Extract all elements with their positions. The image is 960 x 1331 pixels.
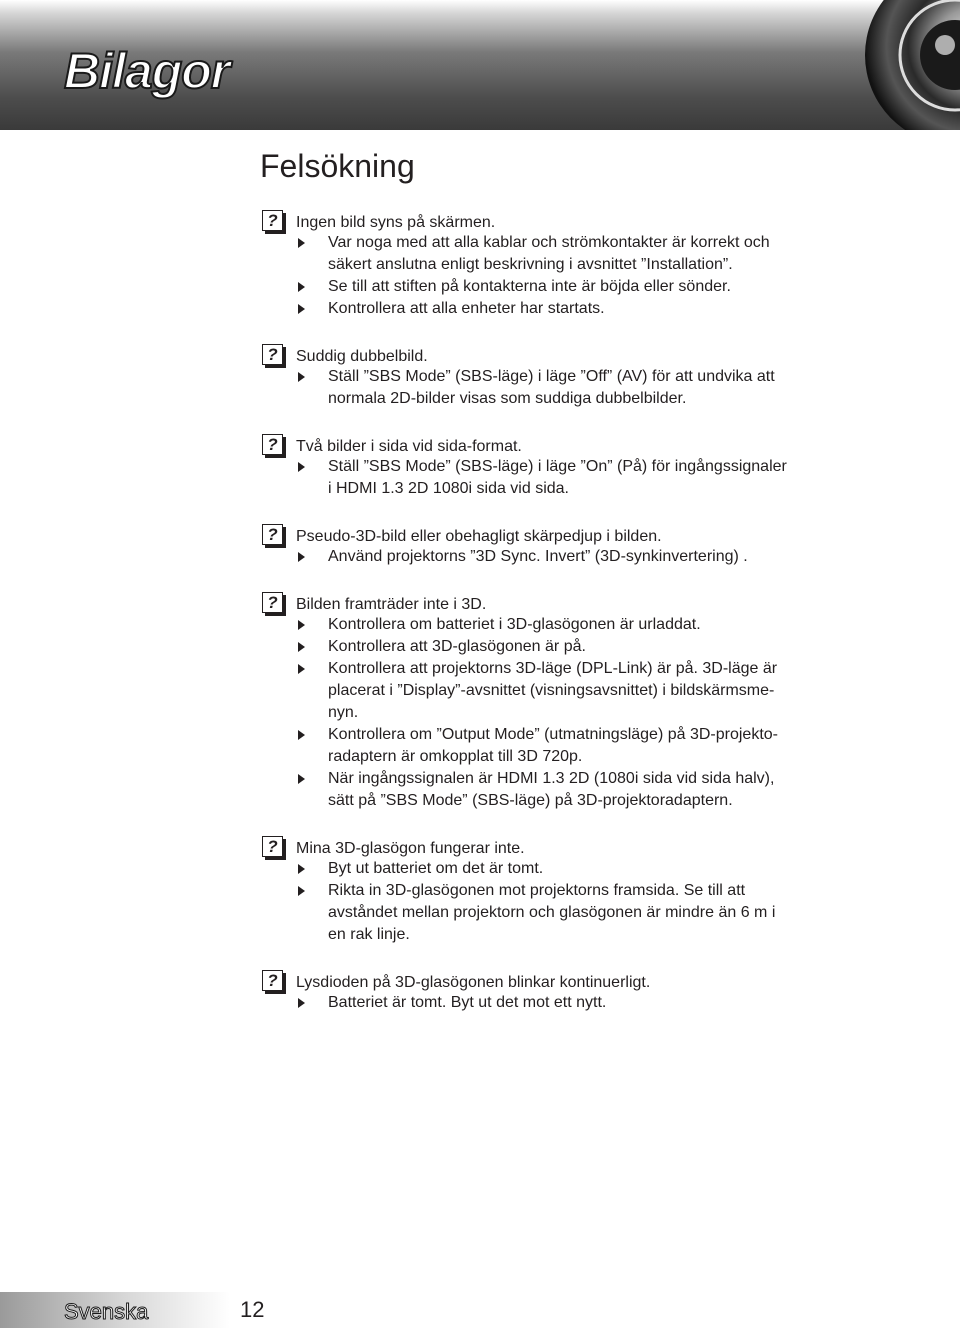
- question-text: Lysdioden på 3D-glasögonen blinkar kontinuerligt.: [296, 974, 651, 991]
- question-row: [262, 590, 862, 614]
- answer-text: Se till att stiften på kontakterna inte är böjda eller sönder.: [328, 278, 731, 295]
- answer-item: [262, 546, 862, 568]
- answer-item: [262, 880, 862, 946]
- answer-text: Byt ut batteriet om det är tomt.: [328, 860, 544, 877]
- answer-item: [262, 276, 862, 298]
- bullet-arrow-icon: [298, 552, 305, 562]
- troubleshooting-list: [262, 208, 862, 1036]
- section-title: Bilagor: [64, 43, 230, 99]
- bullet-arrow-icon: [298, 372, 305, 382]
- header-banner: [0, 0, 960, 130]
- question-mark-icon: ?: [262, 970, 284, 992]
- question-row: [262, 834, 862, 858]
- troubleshooting-item: [262, 968, 862, 1014]
- question-mark-icon: ?: [262, 210, 284, 232]
- answer-text: Ställ ”SBS Mode” (SBS-läge) i läge ”On” (På) för ingångssignaler i HDMI 1.3 2D 1080i sida vid sida.: [328, 458, 787, 497]
- footer-language: Svenska: [64, 1299, 149, 1324]
- answer-text: Kontrollera att 3D-glasögonen är på.: [328, 638, 586, 655]
- answer-text: Kontrollera att projektorns 3D-läge (DPL-Link) är på. 3D-läge är placerat i ”Display”-avsnittet (visningsavsnittet) i bildskärmsme- nyn.: [328, 660, 778, 721]
- question-row: [262, 342, 862, 366]
- question-row: [262, 968, 862, 992]
- bullet-arrow-icon: [298, 998, 305, 1008]
- answer-item: [262, 456, 862, 500]
- answer-text: Använd projektorns ”3D Sync. Invert” (3D-synkinvertering) .: [328, 548, 748, 565]
- question-mark-icon: ?: [262, 592, 284, 614]
- question-mark-icon: ?: [262, 434, 284, 456]
- question-row: [262, 208, 862, 232]
- question-row: [262, 522, 862, 546]
- bullet-arrow-icon: [298, 774, 305, 784]
- bullet-arrow-icon: [298, 620, 305, 630]
- answer-item: [262, 992, 862, 1014]
- bullet-arrow-icon: [298, 730, 305, 740]
- bullet-arrow-icon: [298, 462, 305, 472]
- answer-item: [262, 232, 862, 276]
- lens-graphic: [840, 0, 960, 130]
- answer-item: [262, 858, 862, 880]
- page-number: 12: [240, 1297, 265, 1322]
- bullet-arrow-icon: [298, 642, 305, 652]
- bullet-arrow-icon: [298, 282, 305, 292]
- answer-text: Kontrollera om ”Output Mode” (utmatningsläge) på 3D-projekto- radaptern är omkopplat till 3D 720p.: [328, 726, 778, 765]
- question-text: Pseudo-3D-bild eller obehagligt skärpedjup i bilden.: [296, 528, 662, 545]
- answer-item: [262, 366, 862, 410]
- question-mark-icon: ?: [262, 344, 284, 366]
- answer-text: När ingångssignalen är HDMI 1.3 2D (1080i sida vid sida halv), sätt på ”SBS Mode” (SBS-läge) på 3D-projektoradaptern.: [328, 770, 775, 809]
- answer-text: Ställ ”SBS Mode” (SBS-läge) i läge ”Off” (AV) för att undvika att normala 2D-bilder visas som suddiga dubbelbilder.: [328, 368, 775, 407]
- question-text: Mina 3D-glasögon fungerar inte.: [296, 840, 525, 857]
- troubleshooting-item: [262, 342, 862, 410]
- answer-item: [262, 724, 862, 768]
- bullet-arrow-icon: [298, 886, 305, 896]
- question-mark-icon: ?: [262, 524, 284, 546]
- answer-item: [262, 614, 862, 636]
- answer-item: [262, 658, 862, 724]
- troubleshooting-item: [262, 432, 862, 500]
- bullet-arrow-icon: [298, 664, 305, 674]
- answer-text: Rikta in 3D-glasögonen mot projektorns framsida. Se till att avståndet mellan projektorn och glasögonen är mindre än 6 m i en rak linje.: [328, 882, 776, 943]
- question-text: Bilden framträder inte i 3D.: [296, 596, 487, 613]
- answer-text: Kontrollera att alla enheter har startats.: [328, 300, 605, 317]
- troubleshooting-item: [262, 590, 862, 812]
- question-text: Suddig dubbelbild.: [296, 348, 428, 365]
- question-text: Ingen bild syns på skärmen.: [296, 214, 496, 231]
- troubleshooting-item: [262, 834, 862, 946]
- troubleshooting-item: [262, 522, 862, 568]
- question-row: [262, 432, 862, 456]
- answer-text: Batteriet är tomt. Byt ut det mot ett nytt.: [328, 994, 607, 1011]
- answer-item: [262, 768, 862, 812]
- page-title: Felsökning: [260, 148, 415, 184]
- answer-text: Kontrollera om batteriet i 3D-glasögonen är urladdat.: [328, 616, 701, 633]
- bullet-arrow-icon: [298, 238, 305, 248]
- answer-text: Var noga med att alla kablar och strömkontakter är korrekt och säkert anslutna enligt beskrivning i avsnittet ”Installation”.: [328, 234, 770, 273]
- troubleshooting-item: [262, 208, 862, 320]
- answer-item: [262, 636, 862, 658]
- bullet-arrow-icon: [298, 864, 305, 874]
- question-mark-icon: ?: [262, 836, 284, 858]
- question-text: Två bilder i sida vid sida-format.: [296, 438, 522, 455]
- answer-item: [262, 298, 862, 320]
- bullet-arrow-icon: [298, 304, 305, 314]
